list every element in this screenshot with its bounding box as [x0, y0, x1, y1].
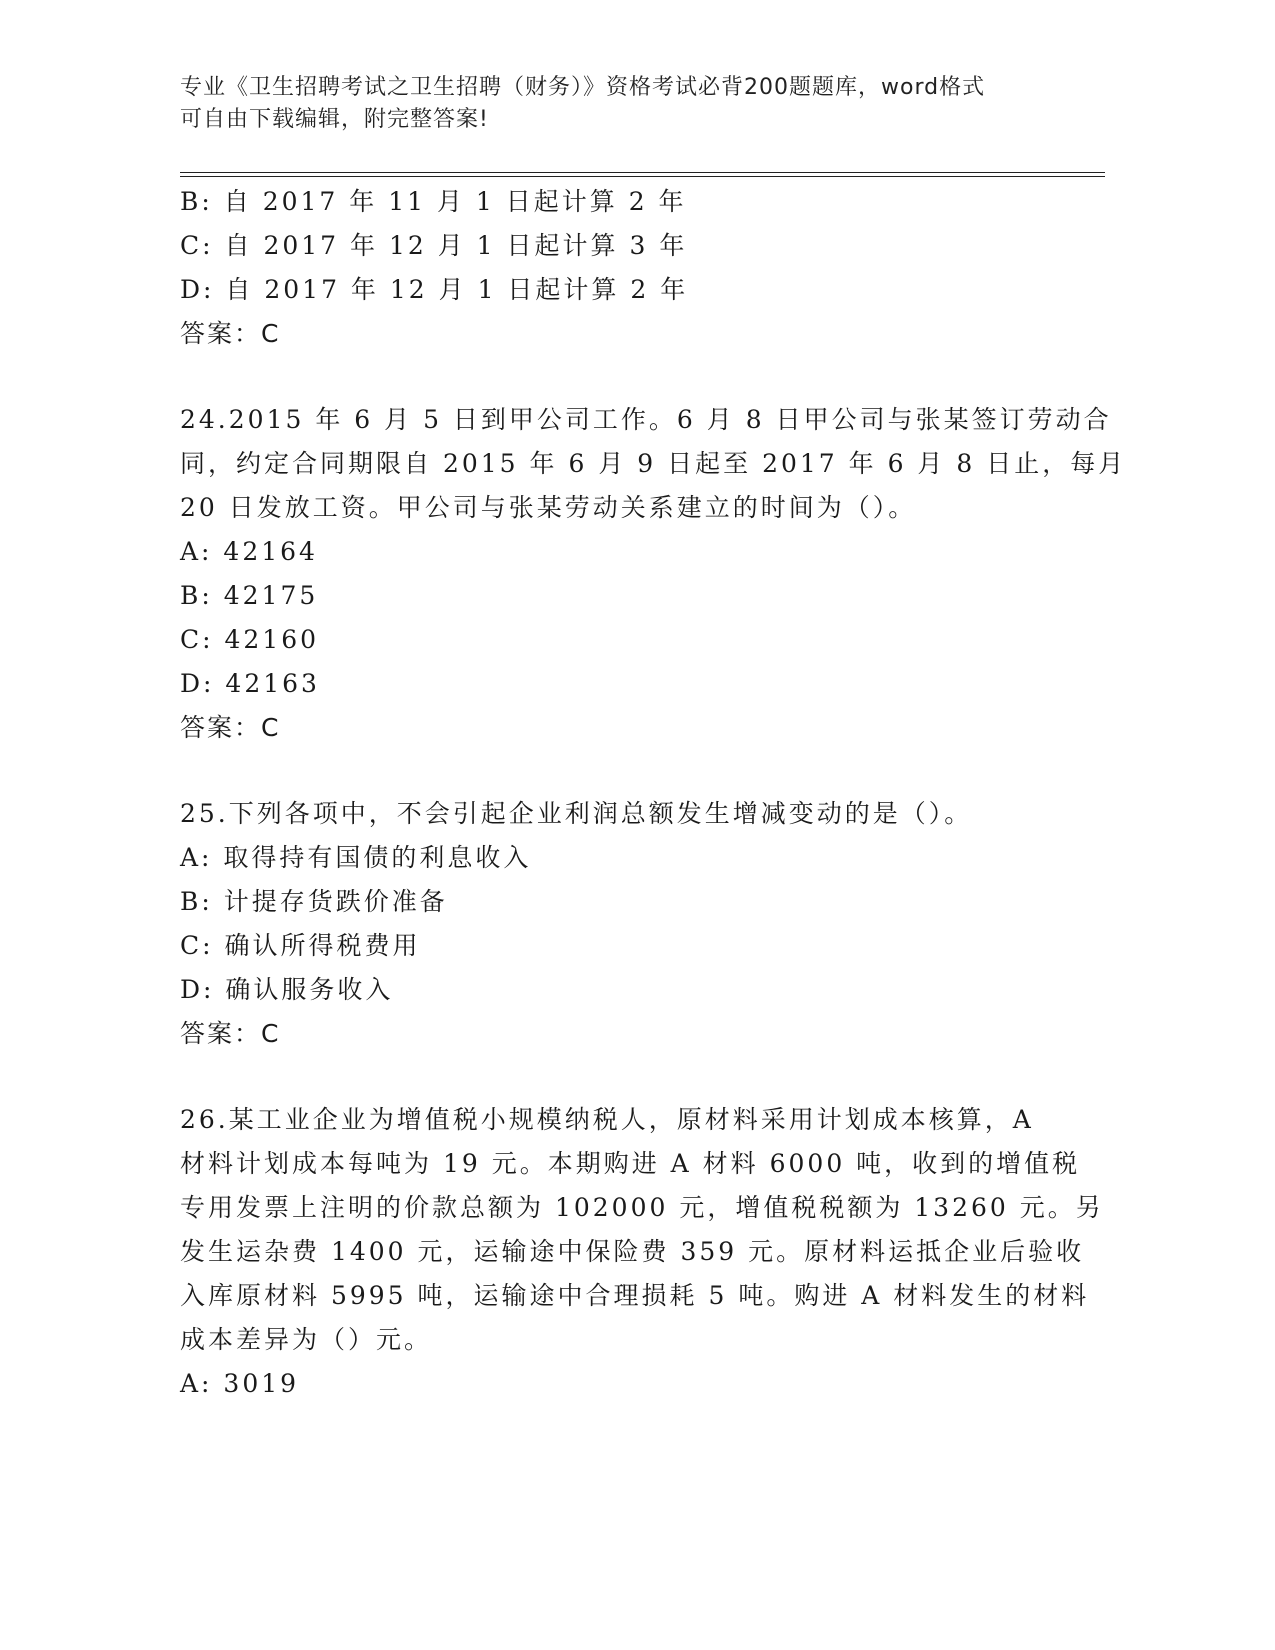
question-stem-line: 入库原材料 5995 吨，运输途中合理损耗 5 吨。购进 A 材料发生的材料	[180, 1281, 1090, 1310]
option-c: C: 确认所得税费用	[180, 931, 421, 960]
header-rule-top	[180, 172, 1105, 173]
spacer	[180, 356, 1060, 398]
option-b: B: 42175	[180, 581, 319, 610]
option-d: D: 确认服务收入	[180, 975, 394, 1004]
option-d: D: 自 2017 年 12 月 1 日起计算 2 年	[180, 275, 689, 304]
question-stem-line: 24.2015 年 6 月 5 日到甲公司工作。6 月 8 日甲公司与张某签订劳动合	[180, 405, 1112, 434]
option-c: C: 自 2017 年 12 月 1 日起计算 3 年	[180, 231, 688, 260]
question-stem-line: 20 日发放工资。甲公司与张某劳动关系建立的时间为（）。	[180, 493, 917, 522]
header-rule-bottom	[180, 176, 1105, 177]
question-stem-line: 同，约定合同期限自 2015 年 6 月 9 日起至 2017 年 6 月 8 日止，每月	[180, 449, 1127, 478]
option-a: A: 42164	[180, 537, 318, 566]
page-header	[180, 72, 1080, 136]
question-stem-line: 材料计划成本每吨为 19 元。本期购进 A 材料 6000 吨，收到的增值税	[180, 1149, 1081, 1178]
answer-line: 答案：C	[180, 1019, 281, 1048]
question-stem-line: 专用发票上注明的价款总额为 102000 元，增值税税额为 13260 元。另	[180, 1193, 1104, 1222]
header-title-line-2: 可自由下载编辑，附完整答案!	[180, 107, 489, 132]
answer-line: 答案：C	[180, 319, 281, 348]
option-d: D: 42163	[180, 669, 320, 698]
question-stem-line: 成本差异为（）元。	[180, 1325, 433, 1354]
question-stem-line: 26.某工业企业为增值税小规模纳税人，原材料采用计划成本核算，A	[180, 1105, 1034, 1134]
spacer	[180, 1056, 1060, 1098]
question-25	[180, 792, 1060, 1056]
option-a: A: 取得持有国债的利息收入	[180, 843, 532, 872]
option-a: A: 3019	[180, 1369, 300, 1398]
spacer	[180, 750, 1060, 792]
document-body	[180, 180, 1127, 1406]
answer-line: 答案：C	[180, 713, 281, 742]
option-b: B: 自 2017 年 11 月 1 日起计算 2 年	[180, 187, 687, 216]
header-title-line-1: 专业《卫生招聘考试之卫生招聘（财务）》资格考试必背200题题库，word格式	[180, 75, 986, 100]
question-stem-line: 发生运杂费 1400 元，运输途中保险费 359 元。原材料运抵企业后验收	[180, 1237, 1085, 1266]
question-26	[180, 1098, 1104, 1406]
question-24	[180, 398, 1127, 750]
option-b: B: 计提存货跌价准备	[180, 887, 448, 916]
question-23-tail	[180, 180, 1060, 356]
question-stem-line: 25.下列各项中，不会引起企业利润总额发生增减变动的是（）。	[180, 799, 973, 828]
option-c: C: 42160	[180, 625, 320, 654]
